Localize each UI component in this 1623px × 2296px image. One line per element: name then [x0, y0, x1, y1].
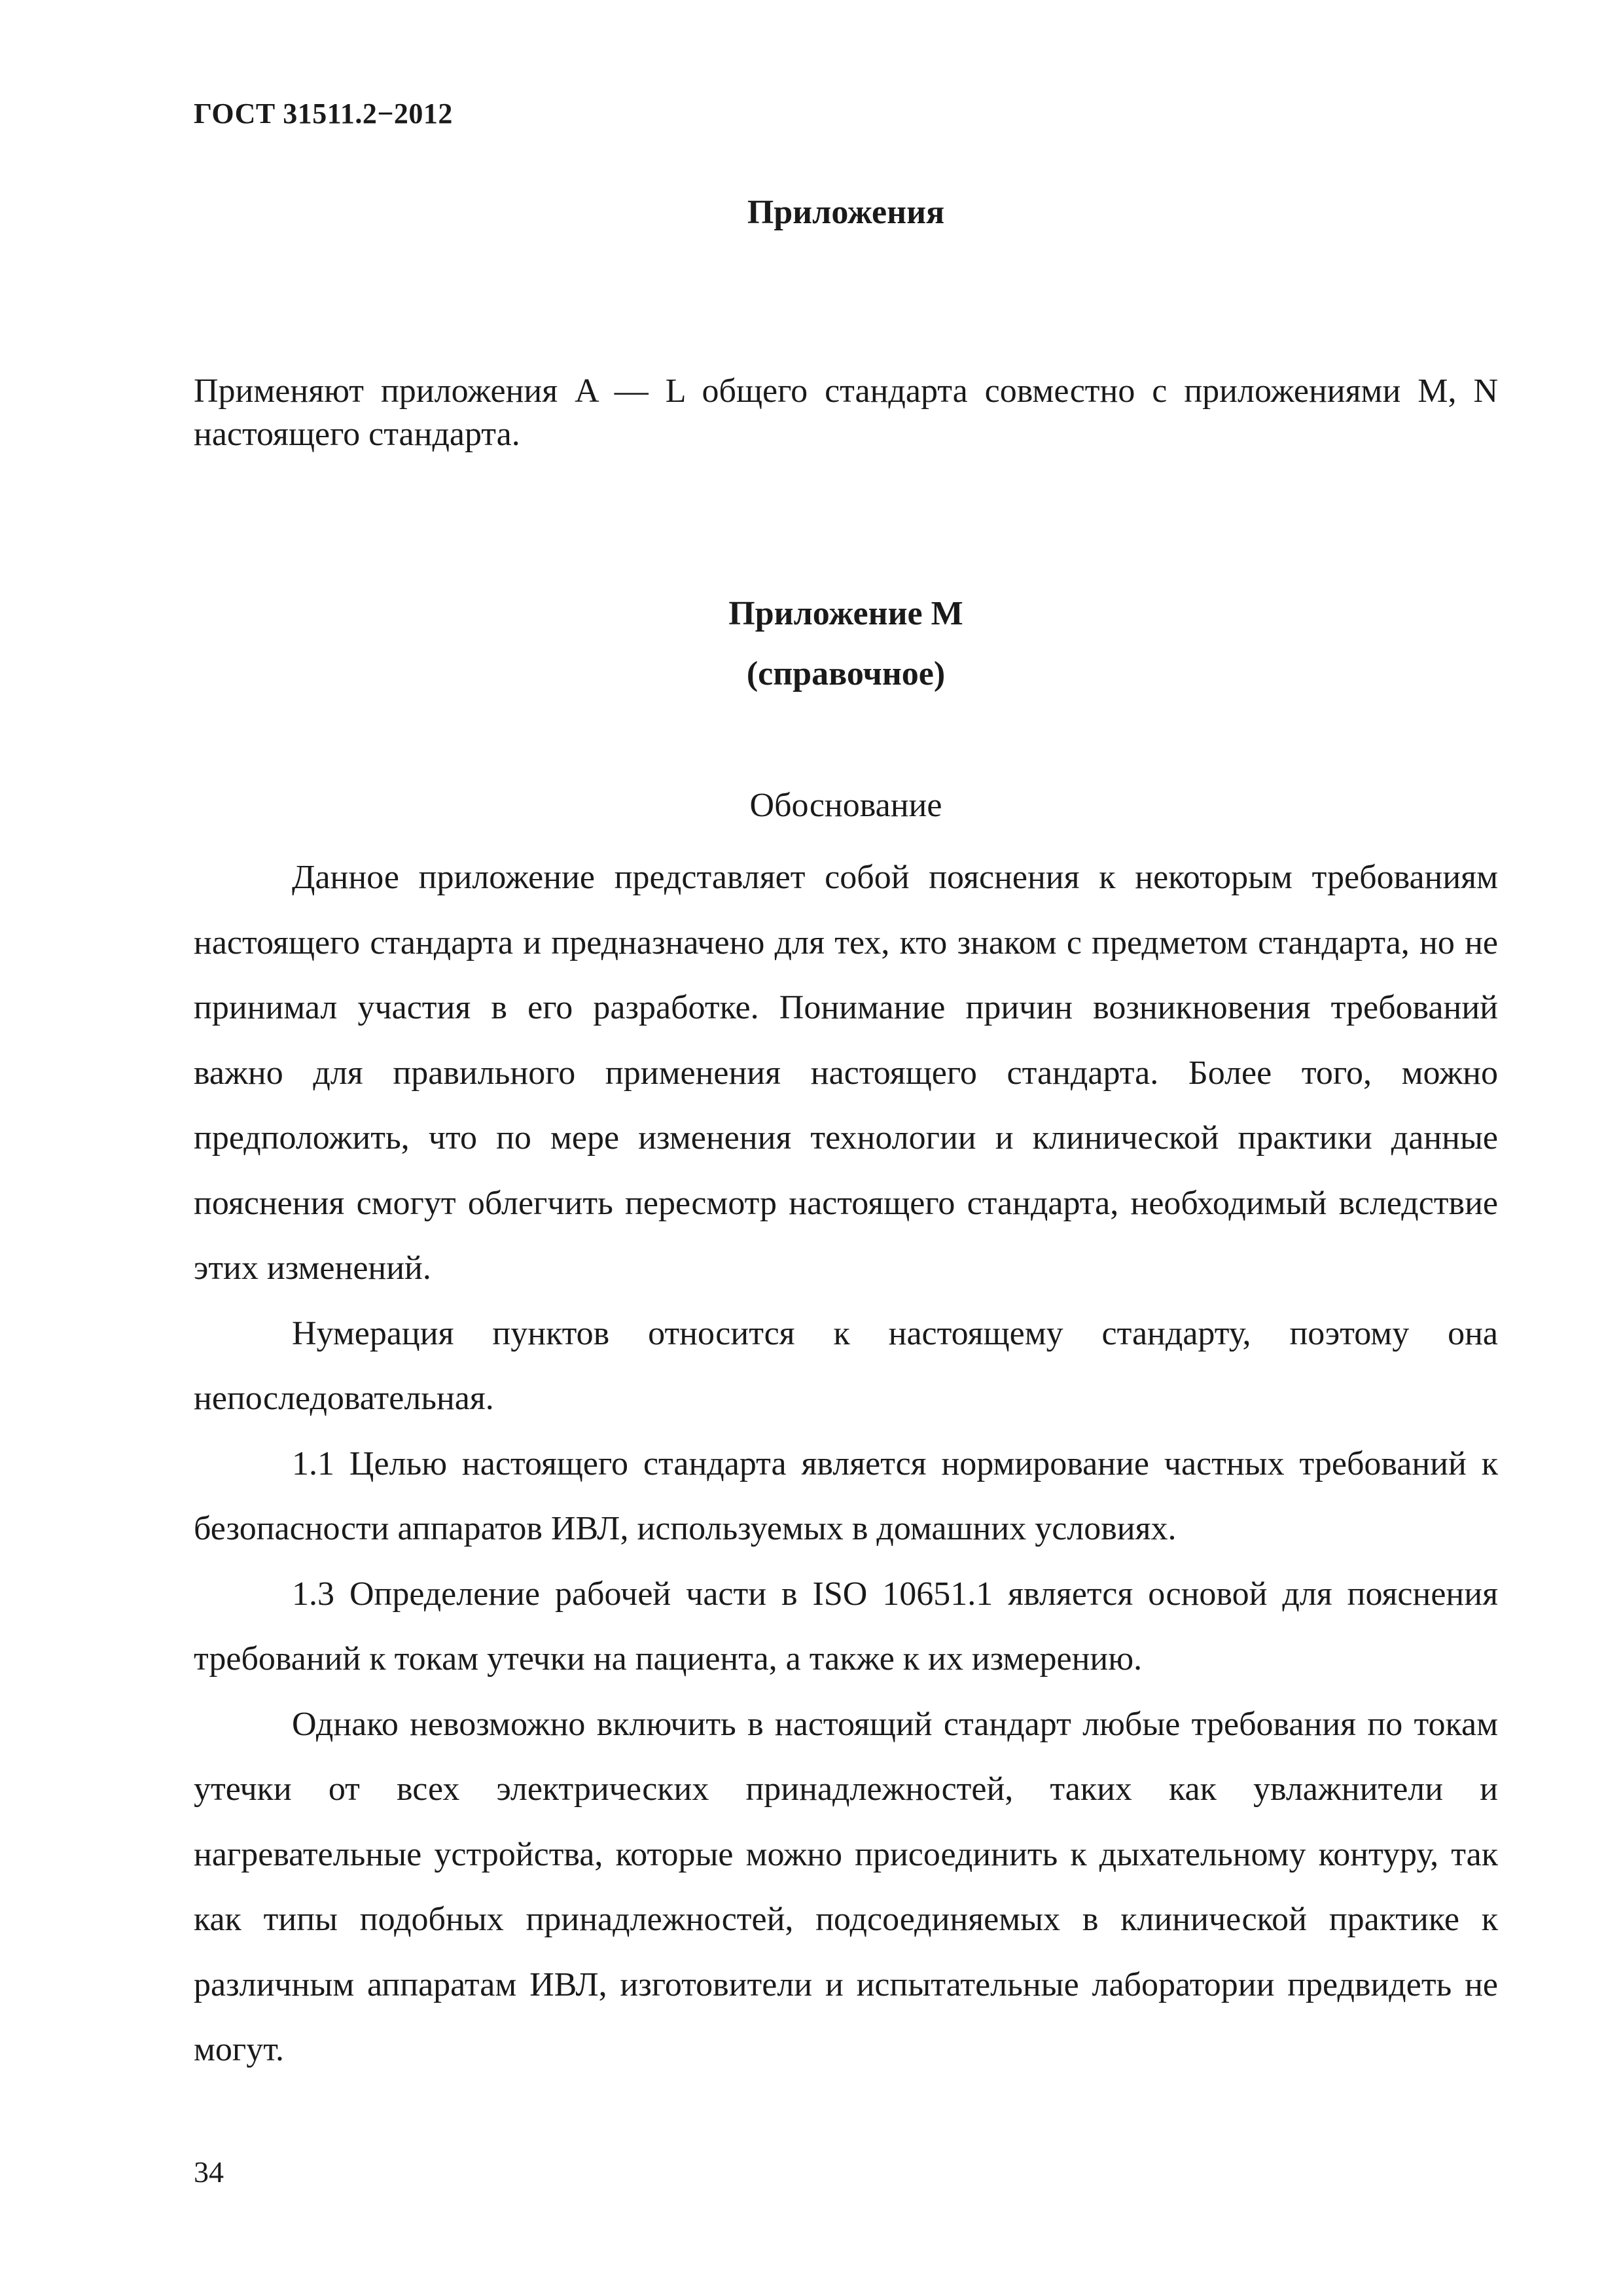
body-paragraph: Однако невозможно включить в настоящий стандарт любые требования по токам утечки от всех электрических принадлежностей, таких как увлажнители и нагревательные устройства, которые можно присоединить к дыхательному контуру, так как типы подобных принадлежностей, подсоединяемых в клинической практике к различным аппаратам ИВЛ, изготовители и испытательные лаборатории предвидеть не могут. [194, 1705, 1498, 2068]
body-paragraph: Данное приложение представляет собой пояснения к некоторым требованиям настоящего стандарта и предназначено для тех, кто знаком с предметом стандарта, но не принимал участия в его разработке. Понимание причин возникновения требований важно для правильного применения настоящего стандарта. Более того, можно предположить, что по мере изменения технологии и клинической практики данные пояснения смогут облегчить пересмотр настоящего стандарта, необходимый вследствие этих изменений. [194, 859, 1498, 1287]
body-paragraph: 1.1 Целью настоящего стандарта является нормирование частных требований к безопасности аппаратов ИВЛ, используемых в домашних условиях. [194, 1444, 1498, 1547]
appendices-intro-text: Применяют приложения A — L общего стандарта совместно с приложениями M, N настоящего стандарта. [194, 372, 1498, 453]
appendices-title: Приложения [747, 194, 945, 231]
body-paragraph: Нумерация пунктов относится к настоящему стандарту, поэтому она непоследовательная. [194, 1314, 1498, 1417]
appendix-m-title: Приложение M [728, 595, 963, 632]
appendix-m-type: (справочное) [746, 655, 946, 692]
body-paragraph: 1.3 Определение рабочей части в ISO 10651.1 является основой для пояснения требований к токам утечки на пациента, а также к их измерению. [194, 1575, 1498, 1677]
appendix-m-subtitle-block [194, 784, 1498, 827]
appendix-m-heading [194, 592, 1498, 696]
appendix-m-body [194, 845, 1498, 2083]
appendix-m-subtitle: Обоснование [749, 787, 942, 824]
appendices-intro-block [194, 370, 1498, 456]
page-number: 34 [194, 2155, 224, 2189]
standard-header: ГОСТ 31511.2−2012 [194, 98, 453, 130]
appendices-title-block [194, 191, 1498, 234]
